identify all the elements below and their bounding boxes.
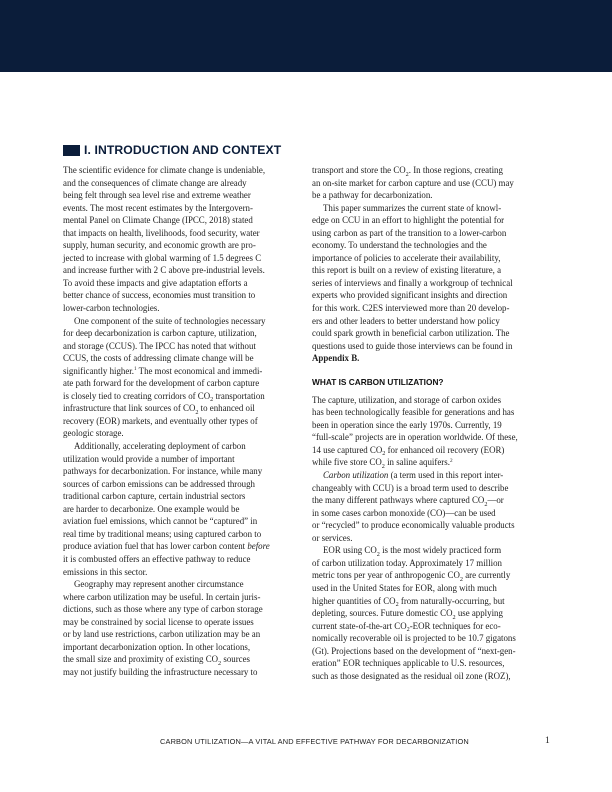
text-line: produce aviation fuel that has lower carbon content before [63,541,270,552]
subscript: 2 [195,408,199,416]
text-line: pathways for decarbonization. For instance, while many [63,466,263,477]
text-line: in some cases carbon monoxide (CO)—can be used [312,507,496,518]
text-line: be a pathway for decarbonization. [312,190,433,201]
right-column-body-text [312,394,550,683]
text-line: such as those designated as the residual oil zone (ROZ), [312,670,511,681]
text-line: utilization would provide a number of important [63,453,235,464]
text-line: significantly higher.$^1$ The most economical and immedi- [63,365,263,376]
text-line: ate path forward for the development of carbon capture [63,378,260,389]
subscript: 2 [406,626,410,634]
subscript: 2 [381,462,385,470]
text-line: an on-site market for carbon capture and use (CCU) may [312,177,514,188]
text-line: supply, human security, and economic growth are pro- [63,240,256,251]
text-line: used in the United States for EOR, along with much [312,582,497,593]
subscript: 2 [218,659,222,667]
text-line: geologic storage. [63,428,124,439]
text-line: questions used to guide those interviews can be found in [312,340,513,351]
text-line: for this work. C2ES interviewed more than 20 develop- [312,303,510,314]
text-line: aviation fuel emissions, which cannot be “captured” in [63,516,258,527]
text-line: The scientific evidence for climate change is undeniable, [63,165,266,175]
text-line: Geography may represent another circumstance [74,579,244,590]
subscript: 2 [405,170,409,178]
text-line: better chance of success, economies must transition to [63,290,256,301]
text-line: while five store $CO_2$ in saline aquifers.$^2$ [312,457,453,470]
text-line: EOR using $CO_2$ is the most widely practiced form [323,545,502,558]
text-line: important decarbonization option. In other locations, [63,641,251,652]
text-line: could spark growth in beneficial carbon utilization. The [312,328,510,339]
text-line: ers and other leaders to better understand how policy [312,315,500,326]
text-line: nomically recoverable oil is projected to be 10.7 gigatons [312,633,516,644]
text-line: “full-scale” projects are in operation worldwide. Of these, [312,432,518,443]
subheading-what-is-carbon-utilization: WHAT IS CARBON UTILIZATION? [312,376,444,387]
text-line: sources of carbon emissions can be addressed through [63,478,255,489]
text-line: (Gt). Projections based on the development of “next-gen- [312,645,516,656]
text-line: lower-carbon technologies. [63,303,160,314]
text-line: real time by traditional means; using captured carbon to [63,528,262,539]
page-number: 1 [545,736,550,746]
subscript: 2 [459,575,463,583]
text-line: One component of the suite of technologies necessary [74,315,266,326]
left-text-column [63,164,301,678]
text-line: emissions in this sector. [63,566,148,577]
text-line: To avoid these impacts and give adaptation efforts a [63,277,248,288]
section-heading [63,142,281,158]
text-line: the small size and proximity of existing $CO_2$ sources [63,654,250,667]
right-column-intro-text [312,164,550,365]
text-line: using carbon as part of the transition to a lower-carbon [312,227,507,238]
text-line: series of interviews and finally a workgroup of technical [312,277,513,288]
text-line: metric tons per year of anthropogenic $CO_2$ are currently [312,570,511,583]
text-line: or services. [312,532,353,543]
right-text-column [312,164,550,682]
subscript: 2 [376,550,380,558]
text-line: where carbon utilization may be useful. In certain juris- [63,591,261,602]
text-line: higher quantities of $CO_2$ from naturally-occurring, but [312,595,505,608]
text-line: been in operation since the early 1970s. Currently, 19 [312,419,502,430]
text-line: has been technologically feasible for generations and has [312,407,515,418]
italic-text: before [247,541,270,552]
text-line: depleting, sources. Future domestic $CO_2$ use applying [312,608,503,621]
text-line: of carbon utilization today. Approximately 17 million [312,557,502,568]
footnote-marker: 1 [134,366,137,373]
text-line: being felt through sea level rise and extreme weather [63,190,251,201]
text-line: jected to increase with global warming of 1.5 degrees C [63,252,262,263]
text-line: this report is built on a review of existing literature, a [312,265,502,276]
subscript: 2 [210,396,214,404]
heading-marker-block [63,145,80,156]
text-line: Carbon utilization (a term used in this report inter- [323,470,504,481]
text-line: mental Panel on Climate Change (IPCC, 2018) stated [63,215,253,226]
text-line: The capture, utilization, and storage of carbon oxides [312,394,502,405]
text-line: it is combusted offers an effective pathway to reduce [63,553,251,564]
text-line: and the consequences of climate change are already [63,177,247,188]
text-line: experts who provided significant insights and direction [312,290,508,301]
footnote-marker: 2 [449,457,453,464]
text-line: are harder to decarbonize. One example would be [63,503,240,514]
subscript: 2 [395,601,399,608]
text-line: the many different pathways where captured $CO_2—or$ [312,495,504,508]
text-line: current state-of-the-art $CO_2$-EOR techniques for eco- [312,620,501,634]
running-footer-title: CARBON UTILIZATION—A VITAL AND EFFECTIVE PATHWAY FOR DECARBONIZATION [160,737,469,746]
bold-text: Appendix B. [312,353,360,364]
text-line: traditional carbon capture, certain industrial sectors [63,491,246,502]
text-line: importance of policies to accelerate their availability, [312,252,501,263]
text-line: 14 use captured $CO_2$ for enhanced oil recovery (EOR) [312,444,505,458]
subscript: 2 [484,500,488,508]
text-line: for deep decarbonization is carbon capture, utilization, [63,328,257,339]
text-line: infrastructure that link sources of $CO_2$ to enhanced oil [63,403,255,416]
subscript: 2 [382,450,386,458]
text-line: dictions, such as those where any type of carbon storage [63,604,263,615]
italic-text: Carbon utilization [323,470,389,481]
text-line: transport and store the $CO_2$. In those regions, creating [312,165,503,178]
text-line: eration” EOR techniques applicable to U.S. resources, [312,658,505,669]
text-line: recovery (EOR) markets, and eventually other types of [63,415,258,426]
text-line: events. The most recent estimates by the Intergovern- [63,202,253,213]
text-line: that impacts on health, livelihoods, food security, water [63,227,260,238]
section-title: I. INTRODUCTION AND CONTEXT [84,143,282,157]
text-line [312,352,550,365]
text-line: This paper summarizes the current state of knowl- [323,202,502,213]
text-line: changeably with CCU) is a broad term used to describe [312,482,509,493]
text-line: Additionally, accelerating deployment of carbon [74,441,246,452]
text-line: may be constrained by social license to operate issues [63,616,254,627]
text-line: and storage (CCUS). The IPCC has noted that without [63,340,256,351]
text-line: or by land use restrictions, carbon utilization may be an [63,629,261,640]
text-line: may not justify building the infrastructure necessary to [63,666,258,677]
text-line: and increase further with 2 C above pre-industrial levels. [63,265,265,276]
text-line: CCUS, the costs of addressing climate change will be [63,353,254,364]
text-line: is closely tied to creating corridors of $CO_2$ transportation [63,390,265,404]
subscript: 2 [452,613,456,621]
header-banner [0,0,612,72]
text-line: or “recycled” to produce economically valuable products [312,520,515,531]
text-line: economy. To understand the technologies and the [312,240,487,251]
text-line: edge on CCU in an effort to highlight the potential for [312,215,505,226]
